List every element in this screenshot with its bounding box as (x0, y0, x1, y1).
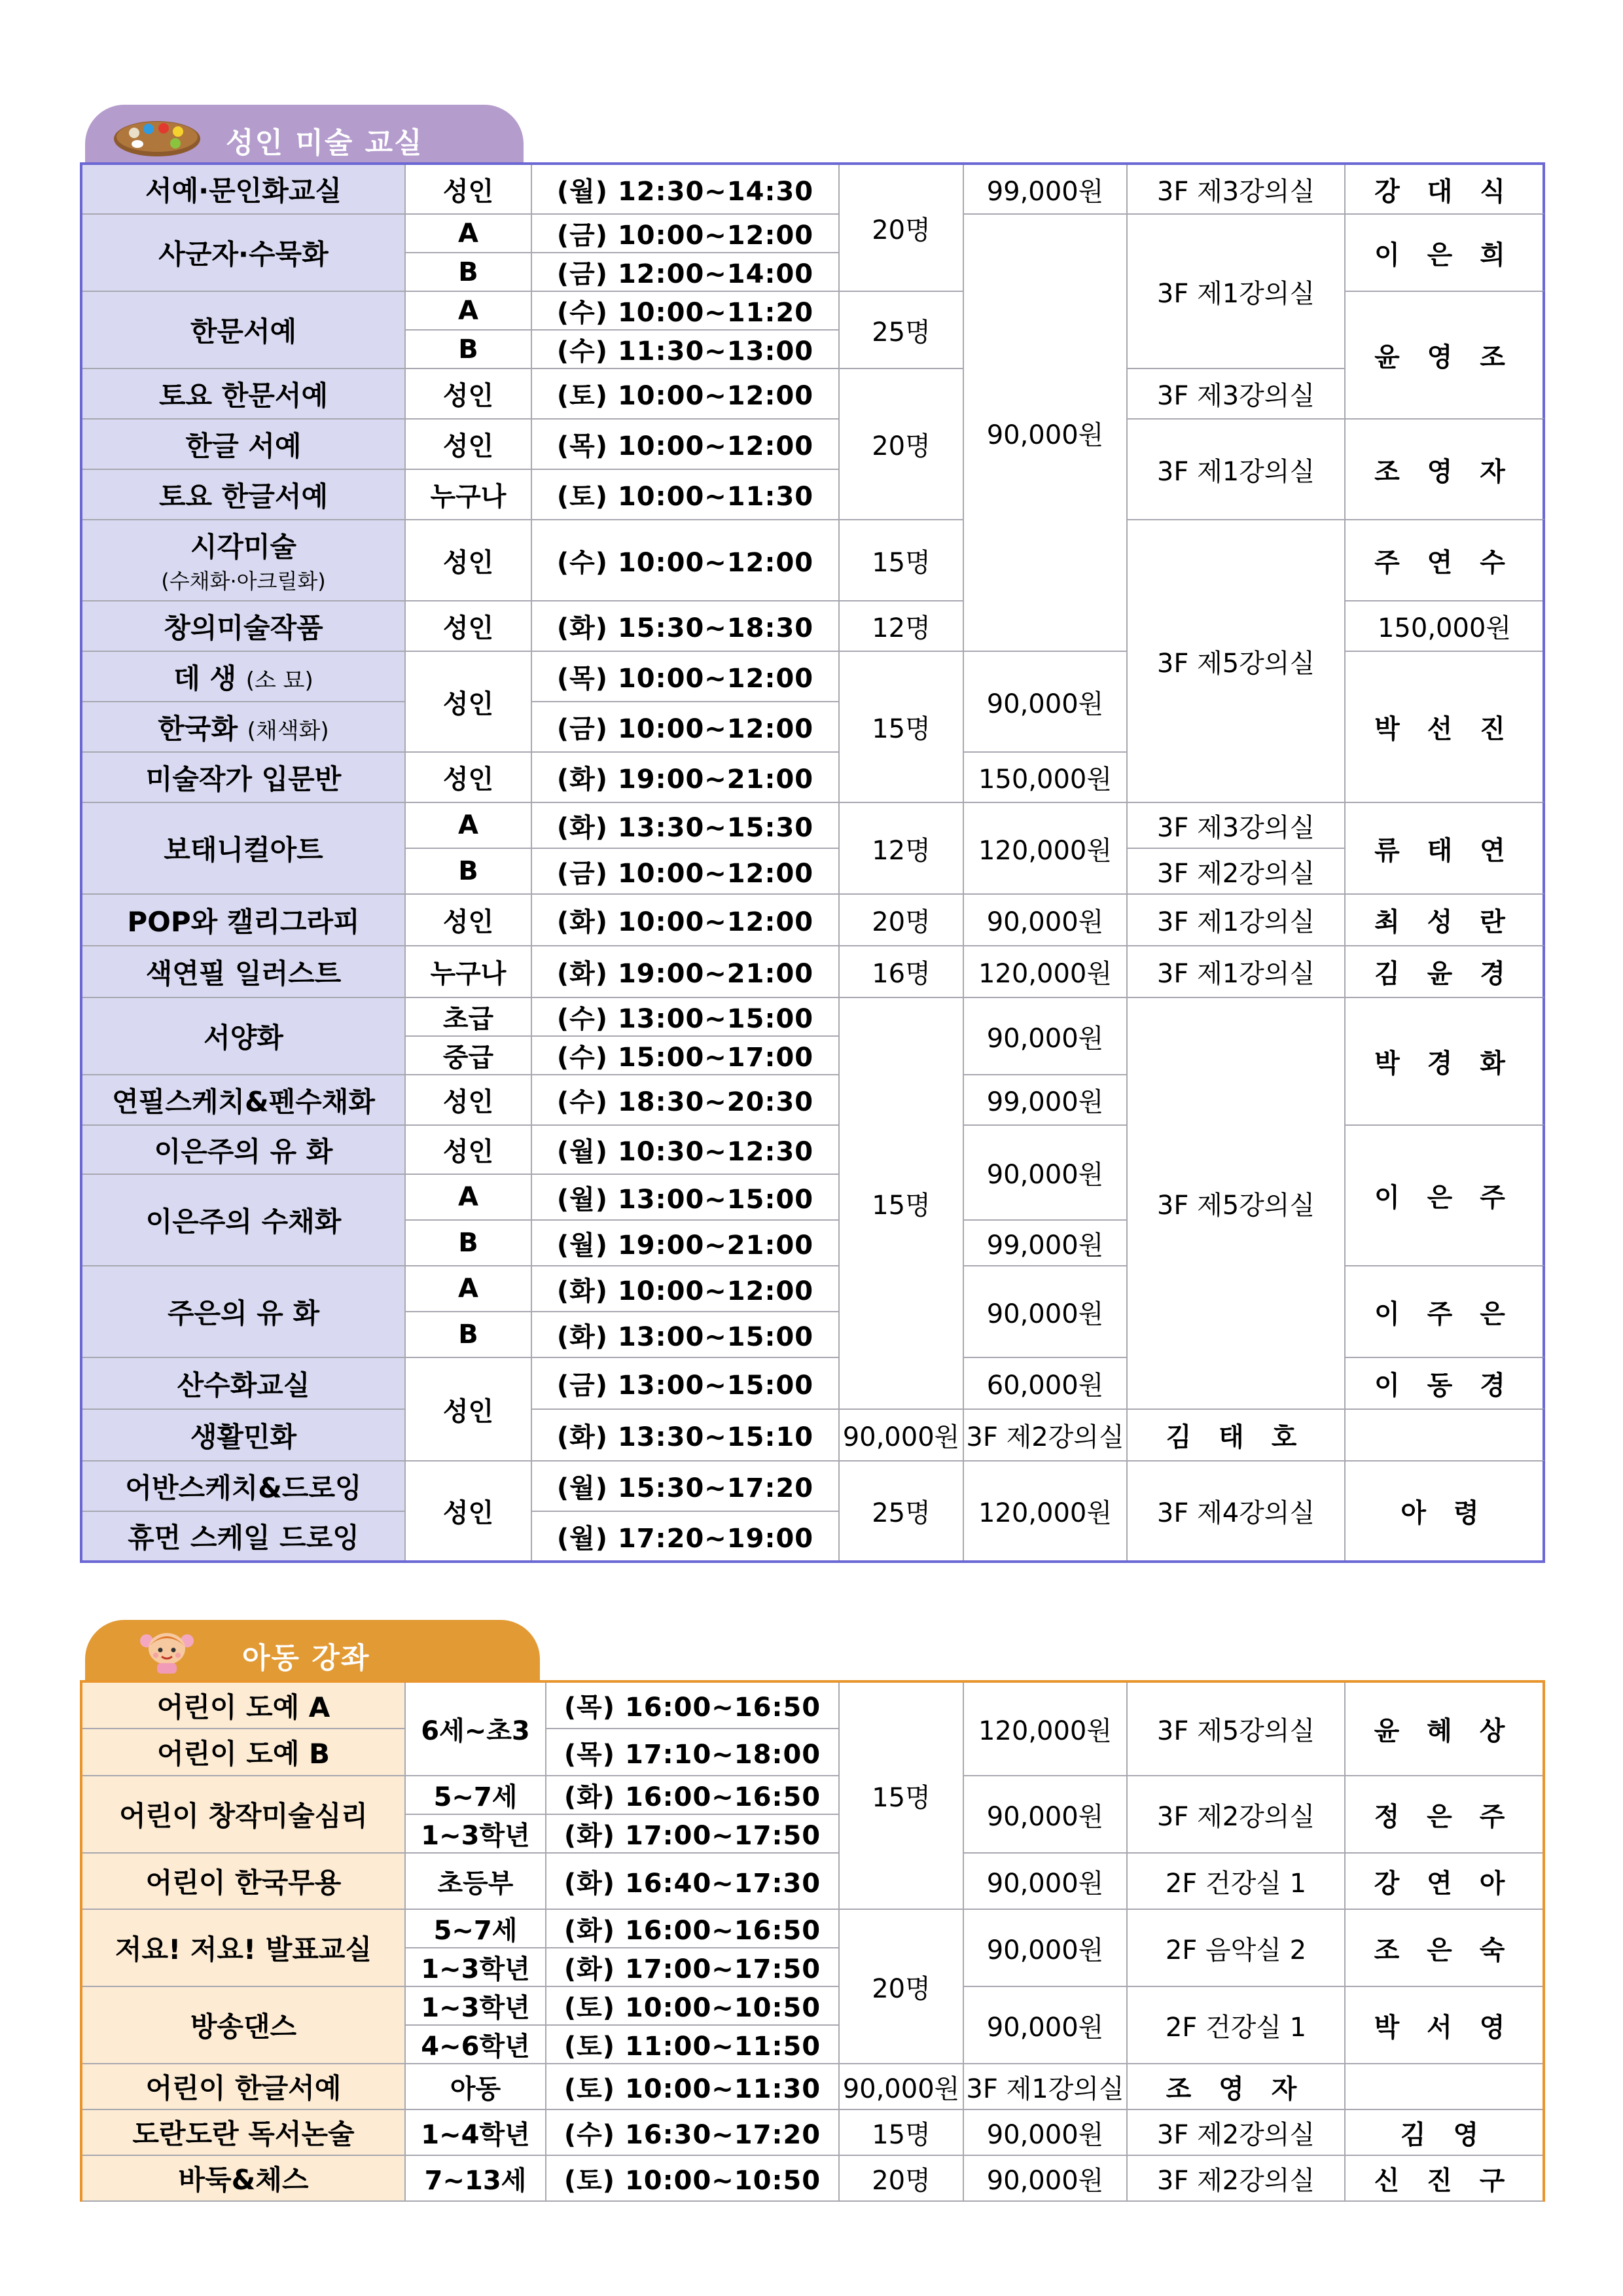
course-fee: 150,000원 (1345, 601, 1544, 651)
table-row (81, 1986, 1544, 2025)
kids-course-table (80, 1680, 1545, 2202)
course-group: 5~7세 (405, 1909, 546, 1948)
course-time: (화) 19:00~21:00 (531, 946, 839, 997)
course-fee: 90,000원 (963, 1266, 1127, 1357)
course-fee: 99,000원 (963, 164, 1127, 214)
course-room: 3F 제1강의실 (1127, 946, 1345, 997)
course-name (81, 651, 405, 702)
course-instructor: 김 윤 경 (1345, 946, 1544, 997)
course-time: (금) 10:00~12:00 (531, 848, 839, 894)
course-group: 성인 (405, 1461, 531, 1562)
course-fee: 120,000원 (963, 1681, 1127, 1776)
course-instructor: 류 태 연 (1345, 802, 1544, 894)
course-instructor: 강 대 식 (1345, 164, 1544, 214)
course-name-main: 데 생 (173, 662, 237, 694)
table-row (81, 894, 1544, 946)
course-fee: 150,000원 (963, 752, 1127, 802)
course-instructor: 김 영 (1345, 2109, 1544, 2155)
course-group: 누구나 (405, 946, 531, 997)
course-name: 서예·문인화교실 (81, 164, 405, 214)
course-time: (토) 10:00~10:50 (546, 1986, 839, 2025)
course-name: 이은주의 유 화 (81, 1125, 405, 1174)
palette-icon (111, 115, 203, 158)
course-name: 어린이 창작미술심리 (81, 1776, 405, 1853)
course-name: 창의미술작품 (81, 601, 405, 651)
course-room: 3F 제3강의실 (1127, 802, 1345, 848)
course-name: 생활민화 (81, 1409, 405, 1461)
course-group: B (405, 848, 531, 894)
course-fee: 90,000원 (963, 894, 1127, 946)
course-instructor: 최 성 란 (1345, 894, 1544, 946)
course-name: 연필스케치&펜수채화 (81, 1075, 405, 1125)
course-name: 미술작가 입문반 (81, 752, 405, 802)
course-room: 2F 건강실 1 (1127, 1853, 1345, 1909)
table-row (81, 1409, 1544, 1461)
course-capacity: 15명 (839, 651, 963, 802)
course-fee: 90,000원 (839, 1409, 963, 1461)
course-time: (목) 17:10~18:00 (546, 1729, 839, 1776)
course-group: 누구나 (405, 469, 531, 520)
course-name-main: 한국화 (158, 712, 238, 745)
course-time: (토) 10:00~11:30 (546, 2064, 839, 2109)
table-row (81, 802, 1544, 848)
course-fee: 90,000원 (963, 1986, 1127, 2064)
course-group: 아동 (405, 2064, 546, 2109)
course-time: (수) 10:00~11:20 (531, 291, 839, 330)
course-instructor: 윤 혜 상 (1345, 1681, 1544, 1776)
course-fee: 90,000원 (963, 651, 1127, 752)
course-capacity: 25명 (839, 291, 963, 368)
course-instructor: 이 은 희 (1345, 214, 1544, 291)
course-name (81, 520, 405, 601)
course-group: 성인 (405, 651, 531, 752)
table-row (81, 1909, 1544, 1948)
table-row (81, 214, 1544, 253)
course-name: 방송댄스 (81, 1986, 405, 2064)
course-capacity: 15명 (839, 997, 963, 1409)
course-group: 성인 (405, 894, 531, 946)
course-instructor: 신 진 구 (1345, 2155, 1544, 2201)
course-group: 7~13세 (405, 2155, 546, 2201)
course-group: 성인 (405, 164, 531, 214)
course-time: (목) 16:00~16:50 (546, 1681, 839, 1729)
course-time: (화) 19:00~21:00 (531, 752, 839, 802)
course-time: (화) 16:00~16:50 (546, 1909, 839, 1948)
course-time: (월) 17:20~19:00 (531, 1511, 839, 1562)
course-fee: 90,000원 (839, 2064, 963, 2109)
course-time: (화) 10:00~12:00 (531, 894, 839, 946)
course-capacity: 15명 (839, 2109, 963, 2155)
course-capacity: 20명 (839, 894, 963, 946)
course-group: A (405, 802, 531, 848)
course-time: (월) 15:30~17:20 (531, 1461, 839, 1511)
course-instructor: 박 서 영 (1345, 1986, 1544, 2064)
course-capacity: 12명 (839, 802, 963, 894)
course-name (81, 702, 405, 752)
course-instructor: 이 동 경 (1345, 1357, 1544, 1409)
course-group: B (405, 1220, 531, 1266)
course-time: (금) 10:00~12:00 (531, 702, 839, 752)
kids-section-title: 아동 강좌 (242, 1641, 370, 1675)
course-instructor: 조 영 자 (1127, 2064, 1345, 2109)
course-name: 어린이 한국무용 (81, 1853, 405, 1909)
course-group: 5~7세 (405, 1776, 546, 1814)
course-capacity: 16명 (839, 946, 963, 997)
course-group: 성인 (405, 752, 531, 802)
course-capacity: 12명 (839, 601, 963, 651)
course-room: 2F 음악실 2 (1127, 1909, 1345, 1986)
course-time: (수) 10:00~12:00 (531, 520, 839, 601)
course-fee: 99,000원 (963, 1075, 1127, 1125)
course-group: A (405, 214, 531, 253)
course-time: (화) 17:00~17:50 (546, 1948, 839, 1986)
course-name: 휴먼 스케일 드로잉 (81, 1511, 405, 1562)
course-time: (수) 16:30~17:20 (546, 2109, 839, 2155)
course-group: 1~4학년 (405, 2109, 546, 2155)
course-fee: 90,000원 (963, 2155, 1127, 2201)
course-room: 3F 제2강의실 (1127, 2155, 1345, 2201)
course-instructor: 주 연 수 (1345, 520, 1544, 601)
course-instructor: 아 령 (1345, 1461, 1544, 1562)
course-group: 4~6학년 (405, 2025, 546, 2064)
course-instructor: 김 태 호 (1127, 1409, 1345, 1461)
table-row (81, 1461, 1544, 1511)
course-name: 한글 서예 (81, 419, 405, 469)
course-capacity: 15명 (839, 1681, 963, 1909)
course-room: 3F 제1강의실 (1127, 419, 1345, 520)
course-name: POP와 캘리그라피 (81, 894, 405, 946)
course-time: (수) 18:30~20:30 (531, 1075, 839, 1125)
course-time: (토) 10:00~10:50 (546, 2155, 839, 2201)
course-instructor: 박 선 진 (1345, 651, 1544, 802)
course-room: 2F 건강실 1 (1127, 1986, 1345, 2064)
table-row (81, 2109, 1544, 2155)
course-name-sub: (소 묘) (245, 667, 313, 694)
course-instructor: 조 은 숙 (1345, 1909, 1544, 1986)
course-group: B (405, 253, 531, 291)
table-row (81, 164, 1544, 214)
course-name-sub: (수채화·아크릴화) (161, 569, 326, 594)
course-fee: 90,000원 (963, 1853, 1127, 1909)
course-time: (화) 16:40~17:30 (546, 1853, 839, 1909)
course-time: (화) 15:30~18:30 (531, 601, 839, 651)
course-fee: 120,000원 (963, 802, 1127, 894)
table-row (81, 997, 1544, 1036)
child-mascot-icon (131, 1626, 203, 1675)
course-time: (토) 10:00~11:30 (531, 469, 839, 520)
course-room: 3F 제2강의실 (1127, 848, 1345, 894)
course-capacity: 25명 (839, 1461, 963, 1562)
course-fee: 120,000원 (963, 1461, 1127, 1562)
course-group: 성인 (405, 520, 531, 601)
course-name: 보태니컬아트 (81, 802, 405, 894)
course-name: 사군자·수묵화 (81, 214, 405, 291)
course-time: (월) 13:00~15:00 (531, 1174, 839, 1220)
course-name: 서양화 (81, 997, 405, 1075)
course-name: 토요 한문서예 (81, 368, 405, 419)
course-group: 성인 (405, 1075, 531, 1125)
kids-section-tab (85, 1620, 540, 1680)
course-fee: 60,000원 (963, 1357, 1127, 1409)
course-time: (화) 10:00~12:00 (531, 1266, 839, 1312)
course-name: 도란도란 독서논술 (81, 2109, 405, 2155)
course-name-main: 시각미술 (190, 531, 297, 563)
course-time: (화) 13:30~15:30 (531, 802, 839, 848)
course-time: (월) 12:30~14:30 (531, 164, 839, 214)
course-group: 성인 (405, 1125, 531, 1174)
course-capacity: 20명 (839, 368, 963, 520)
adult-section-tab (85, 105, 524, 162)
course-group: 1~3학년 (405, 1814, 546, 1853)
course-fee: 90,000원 (963, 1776, 1127, 1853)
course-instructor: 박 경 화 (1345, 997, 1544, 1125)
course-group: 초등부 (405, 1853, 546, 1909)
course-instructor: 이 은 주 (1345, 1125, 1544, 1266)
course-room: 3F 제3강의실 (1127, 368, 1345, 419)
course-name: 이은주의 수채화 (81, 1174, 405, 1266)
course-time: (금) 12:00~14:00 (531, 253, 839, 291)
course-fee: 90,000원 (963, 997, 1127, 1075)
course-time: (토) 10:00~12:00 (531, 368, 839, 419)
course-room: 3F 제5강의실 (1127, 997, 1345, 1409)
adult-course-table (80, 162, 1545, 1563)
course-name: 바둑&체스 (81, 2155, 405, 2201)
course-name: 어린이 한글서예 (81, 2064, 405, 2109)
course-room: 3F 제4강의실 (1127, 1461, 1345, 1562)
table-row (81, 1776, 1544, 1814)
course-capacity: 20명 (839, 2155, 963, 2201)
course-time: (월) 10:30~12:30 (531, 1125, 839, 1174)
course-capacity: 15명 (839, 520, 963, 601)
course-time: (화) 17:00~17:50 (546, 1814, 839, 1853)
course-group: 초급 (405, 997, 531, 1036)
course-name: 저요! 저요! 발표교실 (81, 1909, 405, 1986)
course-time: (화) 13:00~15:00 (531, 1312, 839, 1357)
course-capacity: 20명 (839, 1909, 963, 2064)
adult-section-title: 성인 미술 교실 (226, 126, 423, 160)
course-time: (금) 10:00~12:00 (531, 214, 839, 253)
course-name: 토요 한글서예 (81, 469, 405, 520)
course-group: B (405, 330, 531, 368)
course-group: A (405, 1174, 531, 1220)
course-name: 어반스케치&드로잉 (81, 1461, 405, 1511)
course-group: 1~3학년 (405, 1948, 546, 1986)
course-instructor: 윤 영 조 (1345, 291, 1544, 419)
course-fee: 99,000원 (963, 1220, 1127, 1266)
course-fee: 90,000원 (963, 2109, 1127, 2155)
course-time: (목) 10:00~12:00 (531, 651, 839, 702)
course-name: 주은의 유 화 (81, 1266, 405, 1357)
course-fee: 90,000원 (963, 1909, 1127, 1986)
course-room: 3F 제5강의실 (1127, 1681, 1345, 1776)
course-name: 어린이 도예 B (81, 1729, 405, 1776)
table-row (81, 2155, 1544, 2201)
course-time: (금) 13:00~15:00 (531, 1357, 839, 1409)
course-name: 한문서예 (81, 291, 405, 368)
course-room: 3F 제2강의실 (1127, 1776, 1345, 1853)
course-instructor: 이 주 은 (1345, 1266, 1544, 1357)
table-row (81, 1681, 1544, 1729)
table-row (81, 520, 1544, 601)
course-group: A (405, 291, 531, 330)
table-row (81, 2064, 1544, 2109)
course-name: 산수화교실 (81, 1357, 405, 1409)
course-room: 3F 제2강의실 (1127, 2109, 1345, 2155)
course-room: 3F 제1강의실 (963, 2064, 1127, 2109)
course-group: 중급 (405, 1036, 531, 1075)
course-instructor: 강 연 아 (1345, 1853, 1544, 1909)
table-row (81, 368, 1544, 419)
course-time: (화) 13:30~15:10 (531, 1409, 839, 1461)
course-group: 성인 (405, 1357, 531, 1461)
course-time: (수) 13:00~15:00 (531, 997, 839, 1036)
course-group: A (405, 1266, 531, 1312)
table-row (81, 1853, 1544, 1909)
course-group: 1~3학년 (405, 1986, 546, 2025)
course-time: (수) 15:00~17:00 (531, 1036, 839, 1075)
course-time: (목) 10:00~12:00 (531, 419, 839, 469)
course-name: 색연필 일러스트 (81, 946, 405, 997)
course-group: B (405, 1312, 531, 1357)
course-capacity: 20명 (839, 164, 963, 291)
table-row (81, 946, 1544, 997)
course-fee: 90,000원 (963, 1125, 1127, 1220)
course-room: 3F 제2강의실 (963, 1409, 1127, 1461)
table-row (81, 419, 1544, 469)
course-name-sub: (채색화) (247, 717, 329, 744)
course-group: 6세~초3 (405, 1681, 546, 1776)
course-room: 3F 제1강의실 (1127, 214, 1345, 368)
course-room: 3F 제5강의실 (1127, 520, 1345, 802)
course-time: (수) 11:30~13:00 (531, 330, 839, 368)
course-fee: 120,000원 (963, 946, 1127, 997)
course-room: 3F 제1강의실 (1127, 894, 1345, 946)
course-fee: 90,000원 (963, 214, 1127, 651)
course-group: 성인 (405, 419, 531, 469)
course-instructor: 정 은 주 (1345, 1776, 1544, 1853)
course-instructor: 조 영 자 (1345, 419, 1544, 520)
course-group: 성인 (405, 368, 531, 419)
course-time: (토) 11:00~11:50 (546, 2025, 839, 2064)
course-room: 3F 제3강의실 (1127, 164, 1345, 214)
course-group: 성인 (405, 601, 531, 651)
course-time: (월) 19:00~21:00 (531, 1220, 839, 1266)
course-time: (화) 16:00~16:50 (546, 1776, 839, 1814)
course-name: 어린이 도예 A (81, 1681, 405, 1729)
